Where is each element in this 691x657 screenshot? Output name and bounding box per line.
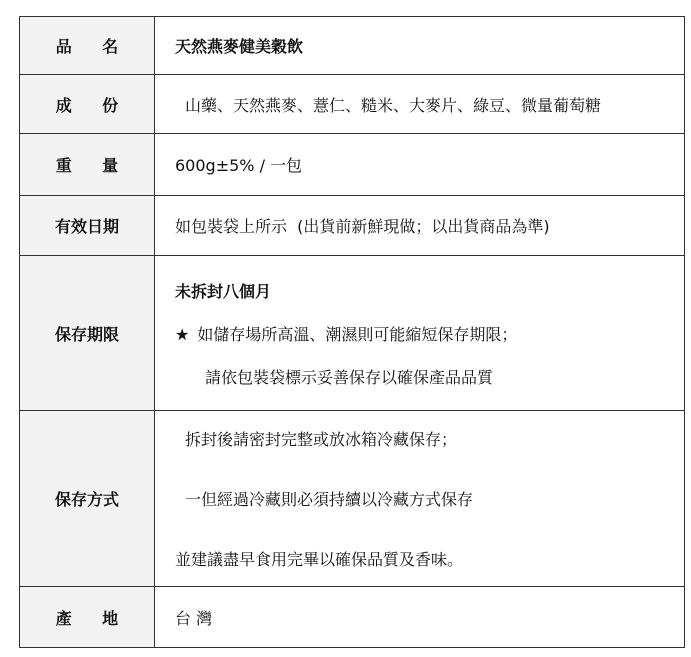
value-cell [155,134,685,196]
value-cell [155,17,685,75]
label-cell [20,196,155,256]
label-origin: 產地 [55,608,149,628]
label-cell [20,134,155,196]
label-cell [20,256,155,411]
storage-line-3: 並建議盡早食用完畢以確保品質及香味。 [175,550,464,569]
value-cell [155,587,685,648]
row-ingredients [20,75,685,134]
row-expiry [20,196,685,256]
value-origin: 台 灣 [175,608,213,628]
label-cell [20,411,155,587]
value-cell [155,196,685,256]
value-cell [155,411,685,587]
label-weight: 重量 [55,156,149,175]
value-product-name: 天然燕麥健美穀飲 [175,37,304,56]
storage-line-2: 一但經過冷藏則必須持續以冷藏方式保存 [185,490,474,509]
label-expiry: 有效日期 [54,217,119,236]
shelf-life-warning [175,322,684,365]
star-icon: ★ [175,324,190,344]
label-storage: 保存方式 [54,490,119,509]
storage-line-1: 拆封後請密封完整或放冰箱冷藏保存； [185,430,458,449]
value-cell [155,256,685,411]
label-product-name: 品名 [55,37,149,56]
value-expiry: 如包裝袋上所示 (出貨前新鮮現做；以出貨商品為準) [175,217,550,236]
shelf-life-instruction: 請依包裝袋標示妥善保存以確保產品品質 [205,367,494,387]
row-product-name [20,17,685,75]
shelf-life-warning-text: 如儲存場所高溫、潮濕則可能縮短保存期限； [197,324,518,344]
label-cell [20,587,155,648]
row-weight [20,134,685,196]
label-cell [20,17,155,75]
value-ingredients: 山藥、天然燕麥、薏仁、糙米、大麥片、綠豆、微量葡萄糖 [185,95,602,115]
row-origin [20,587,685,648]
label-ingredients: 成份 [55,95,149,115]
value-weight: 600g±5% / 一包 [175,156,303,175]
row-storage [20,411,685,587]
shelf-life-unopened: 未拆封八個月 [175,281,272,301]
label-cell [20,75,155,134]
label-shelf-life: 保存期限 [54,324,119,344]
product-spec-table [19,16,685,648]
row-shelf-life [20,256,685,411]
value-cell [155,75,685,134]
